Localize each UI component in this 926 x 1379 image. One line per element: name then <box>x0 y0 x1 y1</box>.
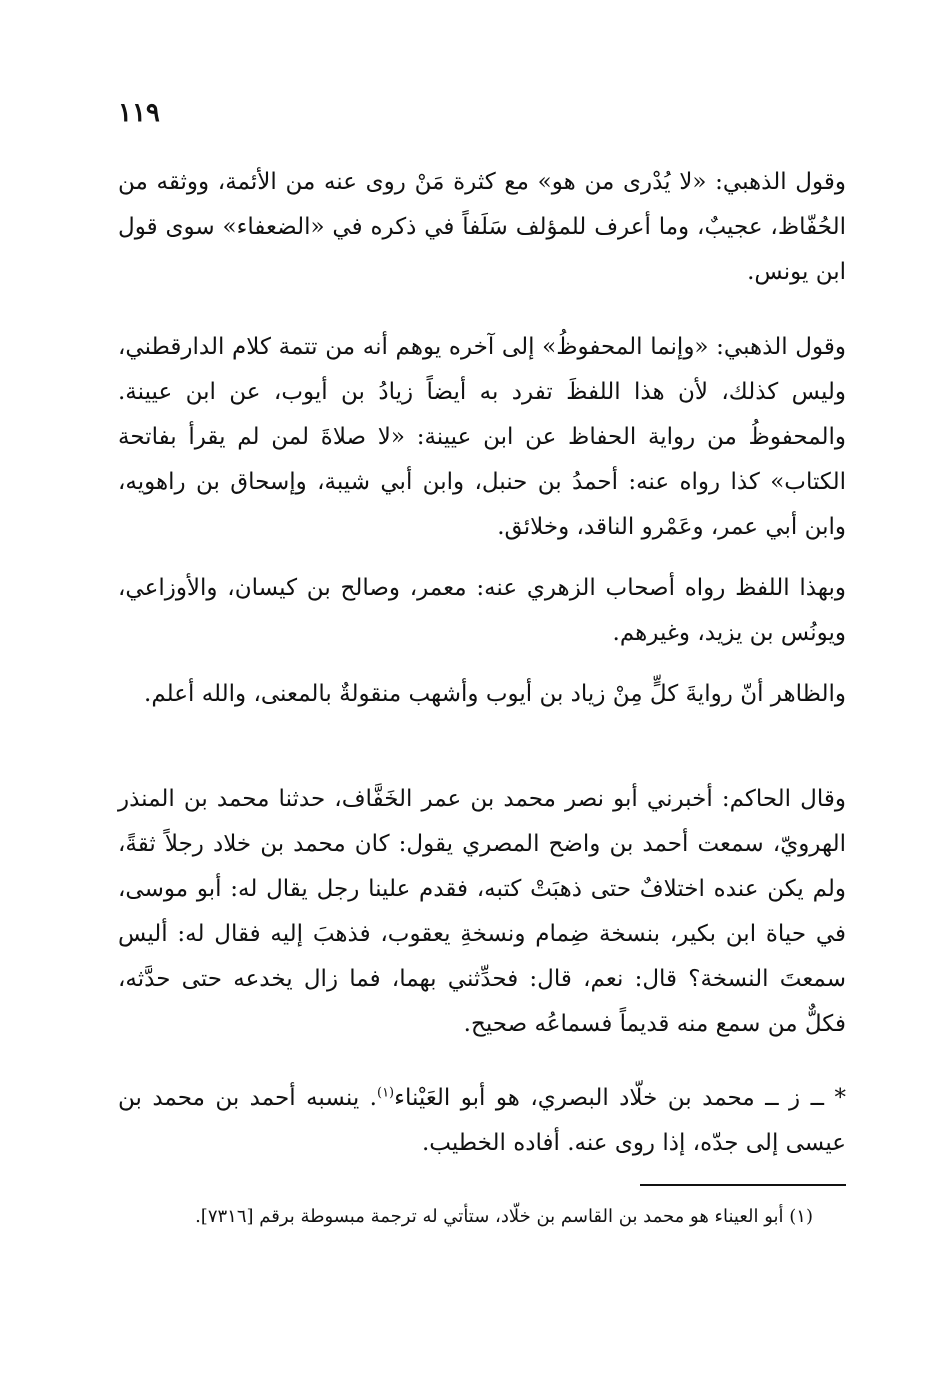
paragraph-conclusion: والظاهر أنّ روايةَ كلٍّ مِنْ زياد بن أيوب وأشهب منقولةٌ بالمعنى، والله أعلم. <box>144 681 846 707</box>
paragraph-dhahabi-quote: وقول الذهبي: «لا يُدْرى من هو» مع كثرة مَنْ روى عنه من الأئمة، ووثقه من الحُفّاظ، عجيبٌ، وما أعرف للمؤلف سَلَفاً في ذكره في «الضعفاء» سوى قول ابن يونس. <box>118 169 846 285</box>
page-number: ١١٩ <box>118 98 160 128</box>
entry-heading: * ــ ز ــ محمد بن خلّاد البصري، هو أبو العَيْناء <box>394 1085 846 1111</box>
paragraph-hakim-report: وقال الحاكم: أخبرني أبو نصر محمد بن عمر الخَفَّاف، حدثنا محمد بن المنذر الهرويّ، سمعت أحمد بن واضح المصري يقول: كان محمد بن خلاد رجلاً ثقةً، ولم يكن عنده اختلافٌ حتى ذهبَتْ كتبه، فقدم علينا رجل يقال له: أبو موسى، في حياة ابن بكير، بنسخة ضِمام ونسخةِ يعقوب، فذهبَ إليه فقال له: أليس سمعتَ النسخة؟ قال: نعم، قال: فحدِّثني بهما، فما زال يخدعه حتى حدَّثه، فكلٌّ من سمع منه قديماً فسماعُه صحيح. <box>118 786 846 1037</box>
footnote-divider <box>640 1184 846 1186</box>
entry-text: . ينسبه أحمد بن محمد بن عيسى إلى جدّه، إذا روى عنه. أفاده الخطيب. <box>118 1085 846 1156</box>
paragraph-zuhri-companions: وبهذا اللفظ رواه أصحاب الزهري عنه: معمر، وصالح بن كيسان، والأوزاعي، ويونُس بن يزيد، وغيرهم. <box>118 575 846 646</box>
paragraph-mahfuz-note: وقول الذهبي: «وإنما المحفوظُ» إلى آخره يوهم أنه من تتمة كلام الدارقطني، وليس كذلك، لأن هذا اللفظَ تفرد به أيضاً زيادُ بن أيوب، عن ابن عيينة. والمحفوظُ من رواية الحفاظ عن ابن عيينة: «لا صلاةَ لمن لم يقرأ بفاتحة الكتاب» كذا رواه عنه: أحمدُ بن حنبل، وابن أبي شيبة، وإسحاق بن راهويه، وابن أبي عمر، وعَمْرو الناقد، وخلائق. <box>118 334 846 540</box>
footnote-marker: (١) <box>376 1085 395 1101</box>
footnote-text: (١) أبو العيناء هو محمد بن القاسم بن خلّاد، ستأتي له ترجمة مبسوطة برقم [٧٣١٦]. <box>195 1206 813 1227</box>
biography-entry <box>118 1076 846 1166</box>
